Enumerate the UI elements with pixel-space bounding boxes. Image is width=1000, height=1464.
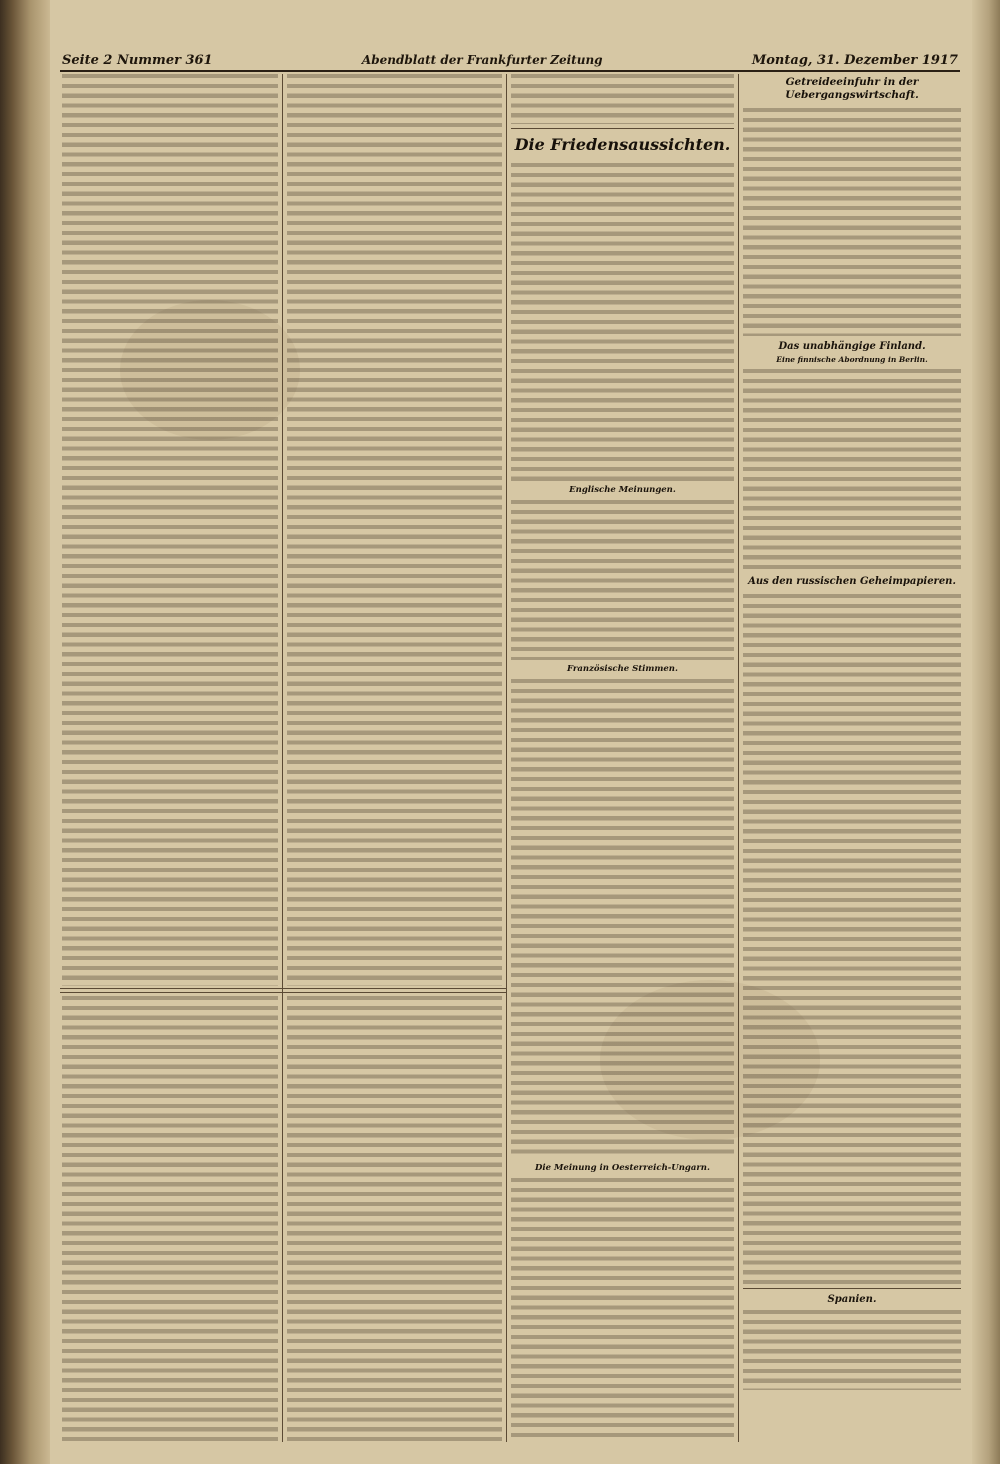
- headline-russian: Aus den russischen Geheimpapieren.: [748, 576, 956, 587]
- headline-finland: Das unabhängige Finland.: [778, 341, 926, 352]
- masthead-rule: [60, 70, 960, 72]
- article-body-text: [743, 594, 961, 1284]
- feuilleton-body-text: [62, 996, 278, 1442]
- article-body-text: [511, 500, 734, 660]
- article-column-4: [743, 74, 961, 1442]
- page-right-edge: [972, 0, 1000, 1464]
- feuilleton-column-2: [287, 996, 502, 1442]
- article-body-text: [511, 74, 734, 124]
- page-number: Seite 2 Nummer 361: [62, 52, 213, 68]
- article-column-2: [287, 74, 502, 986]
- column-rule: [506, 74, 507, 1442]
- headline-peace: Die Friedensaussichten.: [514, 135, 731, 154]
- article-body-text: [743, 1310, 961, 1390]
- article-body-text: [511, 163, 734, 481]
- feuilleton-rule: [60, 988, 506, 989]
- article-body-text: [62, 74, 278, 986]
- article-body-text: [287, 74, 502, 986]
- column-rule: [738, 74, 739, 1442]
- masthead: [62, 52, 958, 68]
- feuilleton-body-text: [287, 996, 502, 1442]
- issue-date: Montag, 31. Dezember 1917: [751, 52, 958, 68]
- headline-spain: Spanien.: [827, 1294, 877, 1305]
- column-rule: [282, 74, 283, 1442]
- newspaper-title: Abendblatt der Frankfurter Zeitung: [361, 53, 603, 67]
- feuilleton-rule: [60, 992, 506, 993]
- feuilleton-column-1: [62, 996, 278, 1442]
- article-body-text: [511, 679, 734, 1159]
- article-body-text: [511, 1178, 734, 1442]
- article-column-1: [62, 74, 278, 986]
- subhead-austria: Die Meinung in Oesterreich-Ungarn.: [535, 1163, 710, 1173]
- book-binding-edge: [0, 0, 50, 1464]
- subhead-english: Englische Meinungen.: [569, 485, 676, 495]
- article-column-3: [511, 74, 734, 1442]
- headline-grain: Getreideeinfuhr in der Uebergangswirtschaft.: [785, 76, 919, 101]
- subhead-finland: Eine finnische Abordnung in Berlin.: [776, 355, 928, 364]
- article-body-text: [743, 108, 961, 336]
- article-body-text: [743, 369, 961, 569]
- subhead-french: Französische Stimmen.: [567, 664, 678, 674]
